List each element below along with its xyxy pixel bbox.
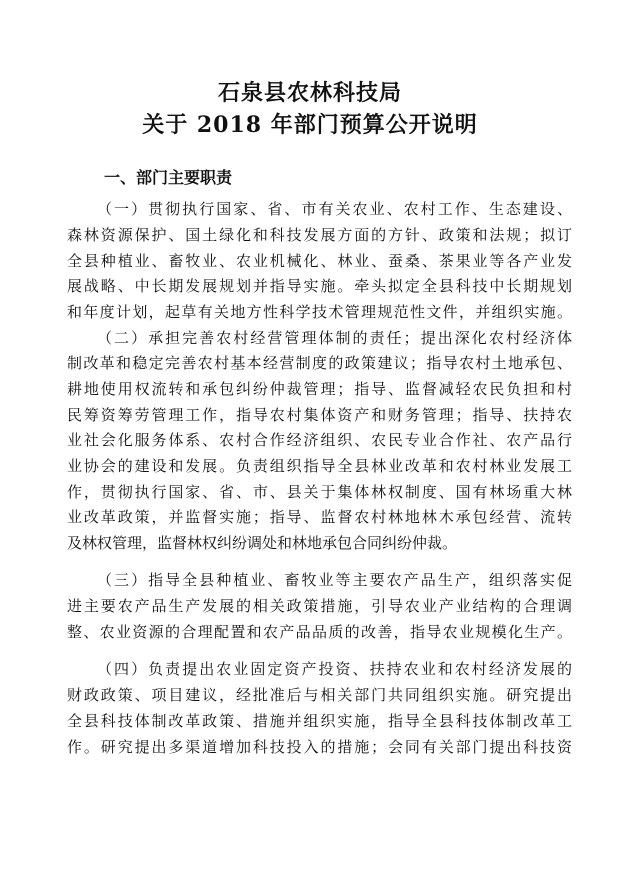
paragraph-line: 及林权管理，监督林权纠纷调处和林地承包合同纠纷仲裁。 <box>67 534 458 552</box>
document-title-line-1: 石泉县农林科技局 <box>217 80 402 106</box>
paragraph-line: 业改革政策，并监督实施；指导、监督农村林地林木承包经营、流转 <box>67 508 572 526</box>
paragraph-line: （一）贯彻执行国家、省、市有关农业、农村工作、生态建设、 <box>97 200 572 218</box>
paragraph-line: （三）指导全县种植业、畜牧业等主要农产品生产，组织落实促 <box>97 571 572 589</box>
paragraph-line: （二）承担完善农村经营管理体制的责任；提出深化农村经济体 <box>97 329 572 347</box>
paragraph-line: 全县科技体制改革政策、措施并组织实施，指导全县科技体制改革工 <box>67 712 572 730</box>
paragraph-line: 业协会的建设和发展。负责组织指导全县林业改革和农村林业发展工 <box>67 457 572 475</box>
section-heading: 一、部门主要职责 <box>104 168 233 187</box>
paragraph-line: 作，贯彻执行国家、省、市、县关于集体林权制度、国有林场重大林 <box>67 483 572 501</box>
paragraph-line: 进主要农产品生产发展的相关政策措施，引导农业产业结构的合理调 <box>67 597 572 615</box>
paragraph-line: 财政政策、项目建议，经批准后与相关部门共同组织实施。研究提出 <box>67 686 572 704</box>
paragraph-line: 和年度计划，起草有关地方性科学技术管理规范性文件，并组织实施。 <box>67 303 572 321</box>
paragraph-line: 耕地使用权流转和承包纠纷仲裁管理；指导、监督减轻农民负担和村 <box>67 380 572 398</box>
paragraph-line: 业社会化服务体系、农村合作经济组织、农民专业合作社、农产品行 <box>67 431 572 449</box>
paragraph-line: 作。研究提出多渠道增加科技投入的措施；会同有关部门提出科技资 <box>67 738 572 756</box>
document-title-line-2: 关于 2018 年部门预算公开说明 <box>142 112 478 138</box>
paragraph-line: 展战略、中长期发展规划并指导实施。牵头拟定全县科技中长期规划 <box>67 277 572 295</box>
paragraph-line: 森林资源保护、国土绿化和科技发展方面的方针、政策和法规；拟订 <box>67 226 572 244</box>
paragraph-line: 制改革和稳定完善农村基本经营制度的政策建议；指导农村土地承包、 <box>67 354 572 372</box>
paragraph-line: 全县种植业、畜牧业、农业机械化、林业、蚕桑、茶果业等各产业发 <box>67 252 572 270</box>
paragraph-line: 民筹资筹劳管理工作，指导农村集体资产和财务管理；指导、扶持农 <box>67 406 572 424</box>
paragraph-line: （四）负责提出农业固定资产投资、扶持农业和农村经济发展的 <box>97 660 572 678</box>
paragraph-line: 整、农业资源的合理配置和农产品品质的改善，指导农业规模化生产。 <box>67 623 572 641</box>
